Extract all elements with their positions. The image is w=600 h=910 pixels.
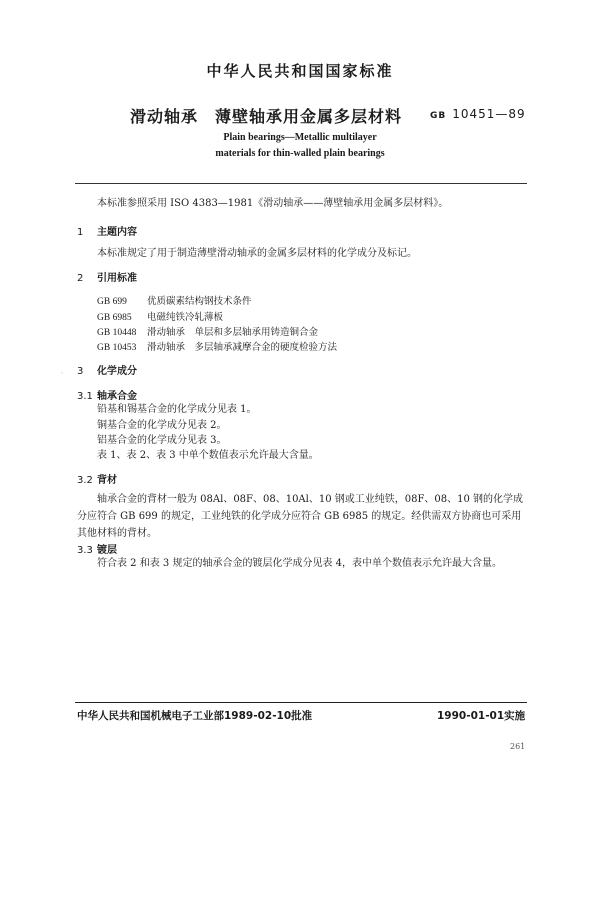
reference-code: GB 10448 bbox=[97, 328, 137, 338]
section-3-1-line: 铜基合金的化学成分见表 2。 bbox=[97, 420, 227, 431]
approval-line: 中华人民共和国机械电子工业部1989-02-10批准 bbox=[77, 710, 313, 722]
section-title: 镀层 bbox=[97, 545, 117, 556]
section-title: 背材 bbox=[97, 475, 117, 486]
section-3-1-line: 铅基和锡基合金的化学成分见表 1。 bbox=[97, 404, 257, 415]
reference-item bbox=[97, 339, 337, 353]
reference-title: 滑动轴承 多层轴承减摩合金的硬度检验方法 bbox=[147, 342, 338, 353]
effective-date: 1990-01-01实施 bbox=[437, 710, 526, 722]
reference-title: 电磁纯铁冷轧薄板 bbox=[147, 312, 224, 323]
section-3-1-heading bbox=[77, 387, 137, 402]
reference-item bbox=[97, 309, 223, 323]
section-1-heading bbox=[77, 223, 137, 238]
section-title: 主题内容 bbox=[97, 227, 137, 238]
national-standard-heading: 中华人民共和国国家标准 bbox=[206, 62, 394, 80]
document-title: 滑动轴承 薄壁轴承用金属多层材料 bbox=[130, 107, 403, 126]
section-title: 轴承合金 bbox=[97, 391, 137, 402]
reference-code: GB 6985 bbox=[97, 313, 132, 323]
section-number: 3.3 bbox=[77, 545, 93, 556]
section-3-1-line: 铝基合金的化学成分见表 3。 bbox=[97, 435, 227, 446]
section-3-3-heading bbox=[77, 541, 117, 556]
section-3-3-text: 符合表 2 和表 3 规定的轴承合金的镀层化学成分见表 4，表中单个数值表示允许最大含量。 bbox=[97, 558, 502, 569]
scan-mark: ˎ bbox=[61, 366, 64, 374]
section-1-text: 本标准规定了用于制造薄壁滑动轴承的金属多层材料的化学成分及标记。 bbox=[97, 248, 417, 259]
reference-item bbox=[97, 293, 252, 307]
intro-text: 本标准参照采用 ISO 4383—1981《滑动轴承——薄壁轴承用金属多层材料》。 bbox=[97, 198, 449, 209]
reference-title: 优质碳素结构钢技术条件 bbox=[147, 296, 252, 307]
reference-code: GB 10453 bbox=[97, 343, 137, 353]
english-title-line-2: materials for thin-walled plain bearings bbox=[215, 148, 385, 159]
standard-code bbox=[430, 107, 526, 121]
reference-item bbox=[97, 324, 318, 338]
section-number: 1 bbox=[77, 227, 84, 238]
section-number: 3.1 bbox=[77, 391, 93, 402]
section-title: 引用标准 bbox=[97, 273, 137, 284]
gb-prefix: GB bbox=[430, 111, 447, 121]
section-3-1-line: 表 1、表 2、表 3 中单个数值表示允许最大含量。 bbox=[97, 450, 319, 461]
header-rule bbox=[75, 183, 527, 184]
section-3-heading bbox=[77, 362, 137, 377]
section-3-2-text: 轴承合金的背材一般为 08Al、08F、08、10Al、10 钢或工业纯铁，08F、08、10 钢的化学成分应符合 GB 699 的规定，工业纯铁的化学成分应符合 GB 6985 的规定。经供需双方协商也可采用其他材料的背材。 bbox=[77, 494, 524, 539]
section-number: 3.2 bbox=[77, 475, 93, 486]
reference-code: GB 699 bbox=[97, 297, 127, 307]
section-3-2-heading bbox=[77, 471, 117, 486]
english-title-line-1: Plain bearings—Metallic multilayer bbox=[223, 132, 377, 143]
footer-rule bbox=[75, 702, 527, 703]
section-title: 化学成分 bbox=[97, 366, 137, 377]
section-number: 2 bbox=[77, 273, 84, 284]
section-number: 3 bbox=[77, 366, 84, 377]
reference-title: 滑动轴承 单层和多层轴承用铸造铜合金 bbox=[147, 327, 319, 338]
page-number: 261 bbox=[510, 742, 526, 751]
gb-number: 10451—89 bbox=[452, 107, 526, 121]
section-2-heading bbox=[77, 269, 137, 284]
